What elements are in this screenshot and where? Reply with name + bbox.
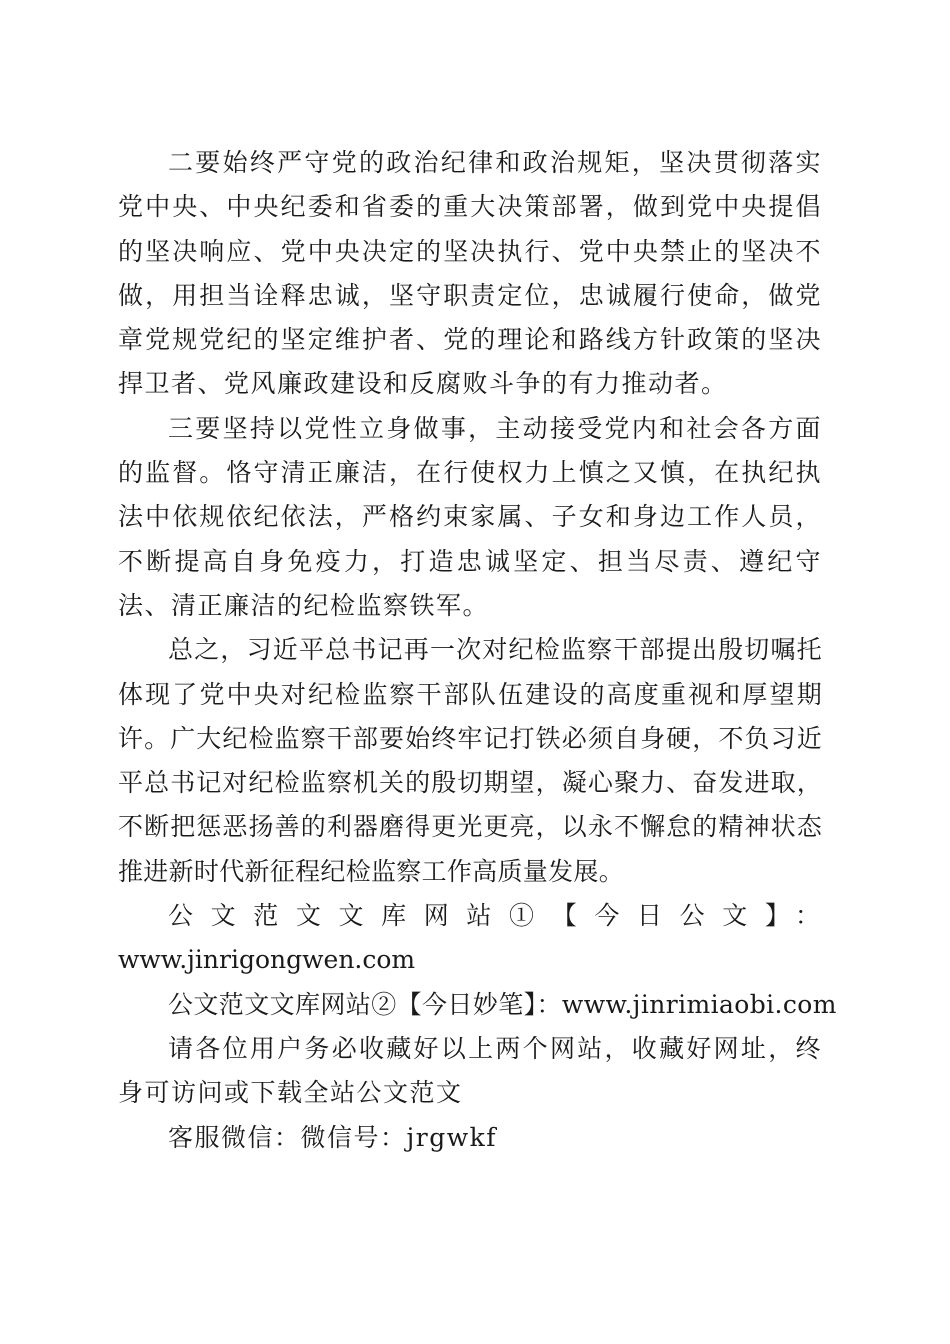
document-body — [118, 141, 837, 1160]
notice-line: 请各位用户务必收藏好以上两个网站，收藏好网址，终身可访问或下载全站公文范文 — [118, 1033, 822, 1108]
site-one-label: 公文范文文库网站①【今日公文】： — [168, 901, 822, 931]
contact-line: 客服微信：微信号：jrgwkf — [168, 1122, 498, 1152]
paragraph-three: 三要坚持以党性立身做事，主动接受党内和社会各方面的监督。恪守清正廉洁，在行使权力上慎之又慎，在执纪执法中依规依纪依法，严格约束家属、子女和身边工作人员，不断提高自身免疫力，打造忠诚坚定、担当尽责、遵纪守法、清正廉洁的纪检监察铁军。 — [118, 413, 822, 620]
site-two-line: 公文范文文库网站②【今日妙笔】：www.jinrimiaobi.com — [168, 989, 837, 1019]
paragraph-conclusion: 总之，习近平总书记再一次对纪检监察干部提出殷切嘱托体现了党中央对纪检监察干部队伍建设的高度重视和厚望期许。广大纪检监察干部要始终牢记打铁必须自身硬，不负习近平总书记对纪检监察机关的殷切期望，凝心聚力、奋发进取，不断把惩恶扬善的利器磨得更光更亮，以永不懈怠的精神状态推进新时代新征程纪检监察工作高质量发展。 — [118, 635, 822, 886]
paragraph-two: 二要始终严守党的政治纪律和政治规矩，坚决贯彻落实党中央、中央纪委和省委的重大决策部署，做到党中央提倡的坚决响应、党中央决定的坚决执行、党中央禁止的坚决不做，用担当诠释忠诚，坚守职责定位，忠诚履行使命，做党章党规党纪的坚定维护者、党的理论和路线方针政策的坚决捍卫者、党风廉政建设和反腐败斗争的有力推动者。 — [118, 148, 822, 399]
site-one-url: www.jinrigongwen.com — [118, 945, 416, 975]
